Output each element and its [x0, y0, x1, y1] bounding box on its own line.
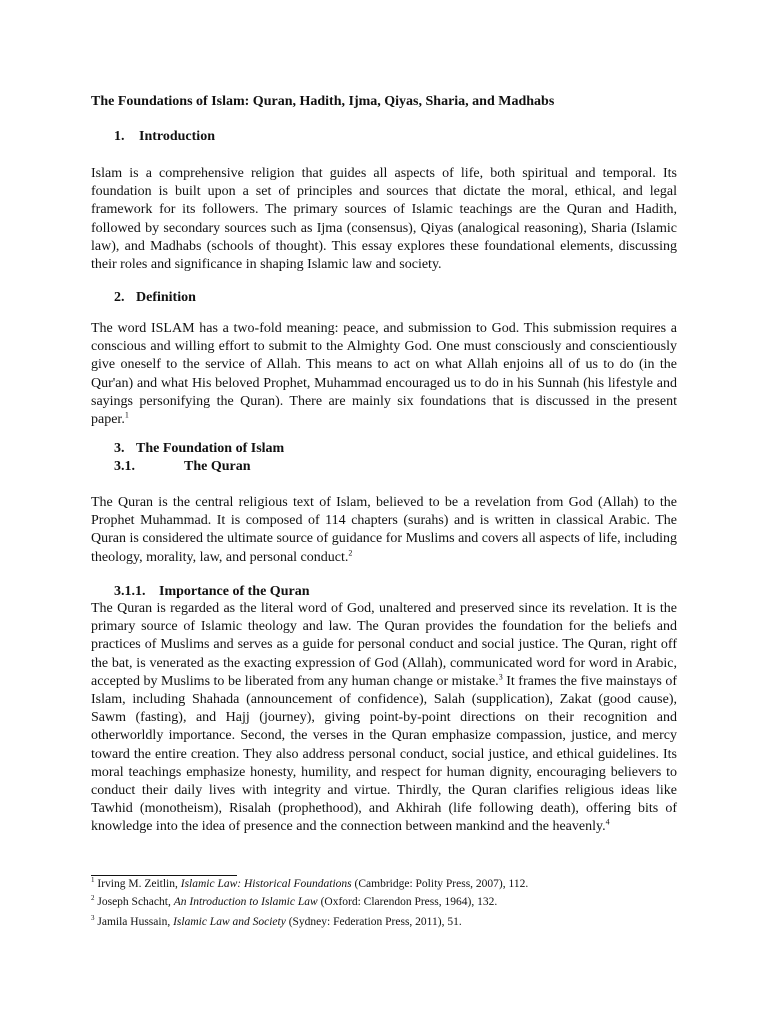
- quran-text: The Quran is the central religious text of Islam, believed to be a revelation from God (Allah) to the Prophet Muhammad. It is composed of 114 chapters (surahs) and is written in classical Arabic. The Quran is considered the ultimate source of guidance for Muslims and covers all aspects of life, including theology, morality, law, and personal conduct.: [91, 495, 677, 565]
- section-title: Importance of the Quran: [159, 584, 310, 599]
- footnote-author: Jamila Hussain,: [97, 916, 174, 928]
- importance-paragraph: [91, 600, 677, 837]
- footnote-book-title: Islamic Law and Society: [173, 916, 286, 928]
- subsection-heading-quran: [114, 458, 251, 476]
- footnote: [91, 895, 691, 909]
- section-title: Definition: [136, 290, 196, 305]
- section-heading-definition: [114, 289, 196, 307]
- document-title: The Foundations of Islam: Quran, Hadith, Ijma, Qiyas, Sharia, and Madhabs: [91, 94, 555, 109]
- footnote-ref-4[interactable]: 4: [605, 817, 610, 827]
- section-number: 3.1.1.: [114, 584, 146, 599]
- definition-text: The word ISLAM has a two-fold meaning: peace, and submission to God. This submission requires a conscious and willing effort to submit to the Almighty God. One must consciously and conscientiously give oneself to the service of Allah. This means to act on what Allah enjoins all of us to do (in the Qur'an) and what His beloved Prophet, Muhammad encouraged us to do in his Sunnah (his lifestyle and sayings personifying the Quran). There are mainly six foundations that is discussed in the present paper.: [91, 321, 677, 428]
- footnote-separator: [91, 875, 237, 876]
- importance-text-b: It frames the five mainstays of Islam, including Shahada (announcement of confidence), Salah (supplication), Zakat (good cause), Sawm (fasting), and Hajj (journey), giving point-by-point directions on their recognition and otherworldly importance. Second, the verses in the Quran emphasize compassion, justice, and mercy toward the entire creation. They also address personal conduct, social justice, and ethical guidelines. Its moral teachings emphasize honesty, humility, and respect for human dignity, encouraging believers to conduct their daily lives with integrity and virtue. Thirdly, the Quran clarifies religious ideas like Tawhid (monotheism), Risalah (prophethood), and Akhirah (life following death), offering bits of knowledge into the idea of presence and the connection between mankind and the heavenly.: [91, 673, 677, 835]
- section-number: 3.1.: [114, 459, 135, 474]
- section-title: The Foundation of Islam: [136, 441, 285, 456]
- footnote-book-title: An Introduction to Islamic Law: [173, 896, 318, 908]
- footnote-publication: (Oxford: Clarendon Press, 1964), 132.: [317, 896, 498, 908]
- footnote-ref-1[interactable]: 1: [124, 410, 129, 420]
- footnote-ref-3[interactable]: 3: [498, 672, 503, 682]
- quran-paragraph: [91, 494, 677, 567]
- footnote-author: Joseph Schacht,: [97, 896, 174, 908]
- footnote-publication: (Sydney: Federation Press, 2011), 51.: [285, 916, 462, 928]
- footnote-author: Irving M. Zeitlin,: [97, 878, 181, 890]
- section-number: 3.: [114, 441, 125, 456]
- section-title: Introduction: [139, 129, 215, 144]
- section-title: The Quran: [184, 459, 251, 474]
- footnote-number: 2: [91, 894, 95, 903]
- footnote-ref-2[interactable]: 2: [348, 547, 353, 557]
- footnote-number: 1: [91, 876, 95, 885]
- importance-text-a: The Quran is regarded as the literal word of God, unaltered and preserved since its revelation. It is the primary source of Islamic theology and law. The Quran provides the foundation for the beliefs and practices of Muslims and serves as a guide for personal conduct and social justice. The Quran, right off the bat, is venerated as the exacting expression of God (Allah), communicated word for word in Arabic, accepted by Muslims to be liberated from any human change or mistake.: [91, 601, 677, 689]
- footnote-book-title: Islamic Law: Historical Foundations: [180, 878, 352, 890]
- footnote-number: 3: [91, 914, 95, 923]
- subsection-heading-importance: [114, 583, 310, 601]
- introduction-paragraph: Islam is a comprehensive religion that guides all aspects of life, both spiritual and temporal. Its foundation is built upon a set of principles and sources that dictate the moral, ethical, and legal framework for its followers. The primary sources of Islamic teachings are the Quran and Hadith, followed by secondary sources such as Ijma (consensus), Qiyas (analogical reasoning), Sharia (Islamic law), and Madhabs (schools of thought). This essay explores these foundational elements, discussing their roles and significance in shaping Islamic law and society.: [91, 166, 677, 273]
- section-heading-introduction: [114, 128, 215, 146]
- footnote: [91, 915, 691, 929]
- footnote: [91, 877, 691, 891]
- footnote-publication: (Cambridge: Polity Press, 2007), 112.: [351, 878, 529, 890]
- section-heading-foundation: [114, 440, 284, 458]
- section-number: 2.: [114, 290, 125, 305]
- definition-paragraph: [91, 320, 677, 429]
- section-number: 1.: [114, 129, 125, 144]
